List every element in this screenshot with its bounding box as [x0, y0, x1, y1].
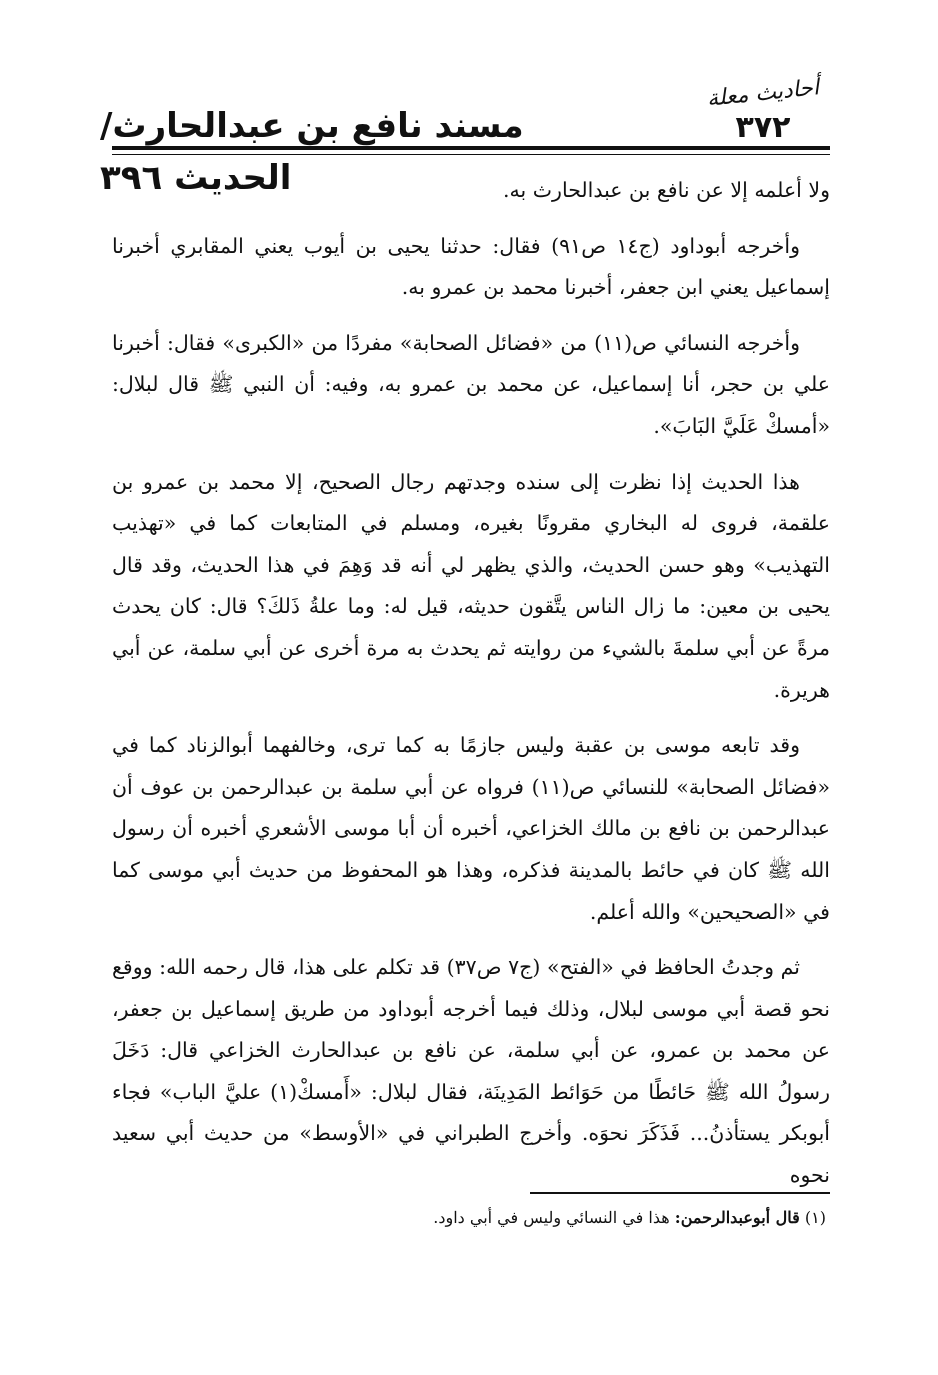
footnote-label: قال أبوعبدالرحمن: [674, 1208, 800, 1227]
footnote [106, 1204, 826, 1232]
paragraph: هذا الحديث إذا نظرت إلى سنده وجدتهم رجال الصحيح، إلا محمد بن عمرو بن علقمة، فروى له البخاري مقرونًا بغيره، ومسلم في المتابعات كما في «تهذيب التهذيب» وهو حسن الحديث، والذي يظهر لي أنه قد وَهِمَ في هذا الحديث، وقد قال يحيى بن معين: ما زال الناس يتَّقون حديثه، قيل له: وما علةُ ذَلكَ؟ قال: كان يحدث مرةً عن أبي سلمةَ بالشيء من روايته ثم يحدث به مرة أخرى عن أبي سلمة، عن أبي هريرة. [112, 469, 830, 702]
header-rule-thick [112, 146, 830, 150]
main-text [112, 170, 830, 1211]
handwritten-note: أحاديث معلة [705, 75, 821, 112]
paragraph: ولا أعلمه إلا عن نافع بن عبدالحارث به. [503, 178, 830, 202]
paragraph: ثم وجدتُ الحافظ في «الفتح» (ج٧ ص٣٧) قد تكلم على هذا، قال رحمه الله: ووقع نحو قصة أبي موسى لبلال، وذلك فيما أخرجه أبوداود من طريق إسماعيل بن جعفر، عن محمد بن عمرو، عن أبي سلمة، عن نافع بن عبدالحارث الخزاعي قال: دَخَلَ رسولُ الله ﷺ حَائطًا من حَوَائط المَدِينَة، فقال لبلال: «أَمسكْ(١) عليَّ الباب» فجاء أبوبكر يستأذنُ... فَذَكَرَ نحوَه. وأخرج الطبراني في «الأوسط» من حديث أبي سعيد نحوه [112, 955, 830, 1188]
paragraph: وأخرجه النسائي ص(١١) من «فضائل الصحابة» مفردًا من «الكبرى» فقال: أخبرنا علي بن حجر، أنا إسماعيل، عن محمد بن عمرو به، وفيه: أن النبي ﷺ قال لبلال: «أمسكْ عَلَيَّ البَابَ». [112, 330, 830, 438]
page-number: ٣٧٢ [735, 110, 791, 145]
footnote-text: هذا في النسائي وليس في أبي داود. [433, 1208, 670, 1227]
footnote-divider [530, 1192, 830, 1194]
paragraph: وأخرجه أبوداود (ج١٤ ص٩١) فقال: حدثنا يحيى بن أيوب يعني المقابري أخبرنا إسماعيل يعني ابن جعفر، أخبرنا محمد بن عمرو به. [112, 233, 830, 300]
paragraph: وقد تابعه موسى بن عقبة وليس جازمًا به كما ترى، وخالفهما أبوالزناد كما في «فضائل الصحابة» للنسائي ص(١١) فرواه عن أبي سلمة بن عبدالرحمن بن عوف أن عبدالرحمن بن نافع بن مالك الخزاعي، أخبره أن أبا موسى الأشعري أخبره أن رسول الله ﷺ كان في حائط بالمدينة فذكره، وهذا هو المحفوظ من حديث أبي موسى كما في «الصحيحين» والله أعلم. [112, 733, 830, 924]
footnote-marker: (١) [804, 1208, 826, 1227]
header-rule-thin [112, 154, 830, 155]
header-margin [683, 75, 843, 148]
running-header-title: مسند نافع بن عبدالحارث/الحديث ٣٩٦ [100, 106, 524, 198]
